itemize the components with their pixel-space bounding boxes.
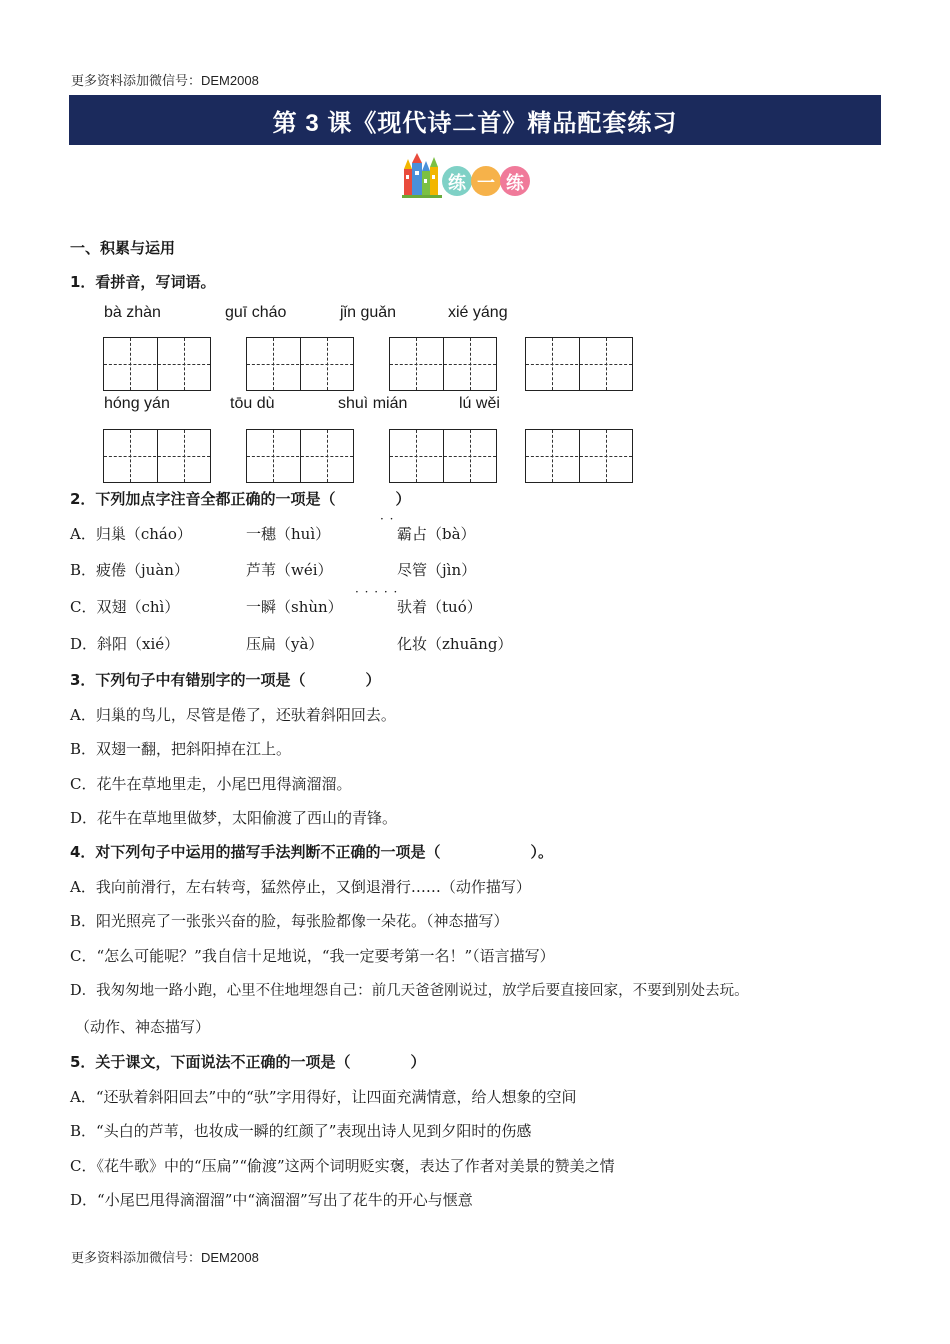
emphasis-dots: · · · · ·	[355, 585, 399, 599]
header-note: 更多资料添加微信号：DEM2008	[71, 73, 259, 88]
footer-note: 更多资料添加微信号：DEM2008	[71, 1250, 259, 1265]
q4-option-d-tag: （动作、神态描写）	[75, 1018, 211, 1036]
question-1-stem: 1．看拼音，写词语。	[70, 273, 216, 291]
badge-char-3: 练	[506, 173, 524, 194]
section-heading: 一、积累与运用	[70, 239, 176, 257]
writing-grid[interactable]	[246, 429, 354, 483]
q2-option-b-1: B．疲倦（juàn）	[70, 561, 189, 579]
pinyin-1: bà zhàn	[104, 304, 161, 321]
q5-option-b: B．“头白的芦苇，也妆成一瞬的红颜了”表现出诗人见到夕阳时的伤感	[70, 1122, 532, 1140]
q5-option-d: D．“小尾巴甩得滴溜溜”中“滴溜溜”写出了花牛的开心与惬意	[70, 1191, 473, 1209]
q2-option-c-2: 一瞬（shùn）	[246, 598, 343, 616]
q2-option-c-1: C．双翅（chì）	[70, 598, 180, 616]
q3-option-a: A．归巢的鸟儿，尽管是倦了，还驮着斜阳回去。	[70, 706, 396, 724]
pinyin-5: hóng yán	[104, 395, 170, 412]
pinyin-7: shuì mián	[338, 395, 408, 412]
writing-grid[interactable]	[525, 337, 633, 391]
q3-option-b: B．双翅一翻，把斜阳掉在江上。	[70, 740, 292, 758]
q4-option-c: C．“怎么可能呢？”我自信十足地说，“我一定要考第一名！”（语言描写）	[70, 947, 555, 965]
q4-option-b: B．阳光照亮了一张张兴奋的脸，每张脸都像一朵花。（神态描写）	[70, 912, 509, 930]
writing-grid[interactable]	[103, 337, 211, 391]
q2-option-a-1: A．归巢（cháo）	[70, 525, 192, 543]
question-4-stem: 4．对下列句子中运用的描写手法判断不正确的一项是（ ）。	[70, 843, 553, 861]
q5-option-c: C．《花牛歌》中的“压扁”“偷渡”这两个词明贬实褒，表达了作者对美景的赞美之情	[70, 1157, 615, 1175]
q5-option-a: A．“还驮着斜阳回去”中的“驮”字用得好，让四面充满情意，给人想象的空间	[70, 1088, 577, 1106]
emphasis-dots: · ·	[380, 512, 395, 526]
q2-option-b-3: 尽管（jìn）	[397, 561, 477, 579]
q2-option-d-2: 压扁（yà）	[246, 635, 324, 653]
pinyin-2: guī cháo	[225, 304, 287, 321]
q2-option-d-3: 化妆（zhuāng）	[397, 635, 513, 653]
q2-option-a-2: 一穗（huì）	[246, 525, 331, 543]
writing-grid[interactable]	[103, 429, 211, 483]
q2-option-a-3: 霸占（bà）	[397, 525, 476, 543]
pinyin-6: tōu dù	[230, 395, 275, 412]
badge-char-2: 一	[477, 173, 495, 194]
q2-option-d-1: D．斜阳（xié）	[70, 635, 180, 653]
page-title: 第 3 课《现代诗二首》精品配套练习	[69, 95, 881, 145]
q3-option-c: C．花牛在草地里走，小尾巴甩得滴溜溜。	[70, 775, 352, 793]
question-5-stem: 5．关于课文，下面说法不正确的一项是（ ）	[70, 1053, 426, 1071]
pinyin-4: xié yáng	[448, 304, 508, 321]
q2-option-c-3: 驮着（tuó）	[397, 598, 482, 616]
practice-badge	[402, 153, 537, 201]
pinyin-3: jǐn guǎn	[340, 304, 397, 321]
writing-grid[interactable]	[525, 429, 633, 483]
q4-option-d: D．我匆匆地一路小跑，心里不住地埋怨自己：前几天爸爸刚说过，放学后要直接回家，不要到别处去玩。	[70, 983, 749, 999]
writing-grid[interactable]	[389, 429, 497, 483]
pinyin-8: lú wěi	[459, 395, 500, 412]
badge-char-1: 练	[448, 173, 466, 194]
question-3-stem: 3．下列句子中有错别字的一项是（ ）	[70, 671, 381, 689]
q4-option-a: A．我向前滑行，左右转弯，猛然停止，又倒退滑行……（动作描写）	[70, 878, 531, 896]
writing-grid[interactable]	[246, 337, 354, 391]
question-2-stem: 2．下列加点字注音全都正确的一项是（ ）	[70, 490, 411, 508]
q2-option-b-2: 芦苇（wéi）	[246, 561, 333, 579]
writing-grid[interactable]	[389, 337, 497, 391]
q3-option-d: D．花牛在草地里做梦，太阳偷渡了西山的青锋。	[70, 809, 398, 827]
